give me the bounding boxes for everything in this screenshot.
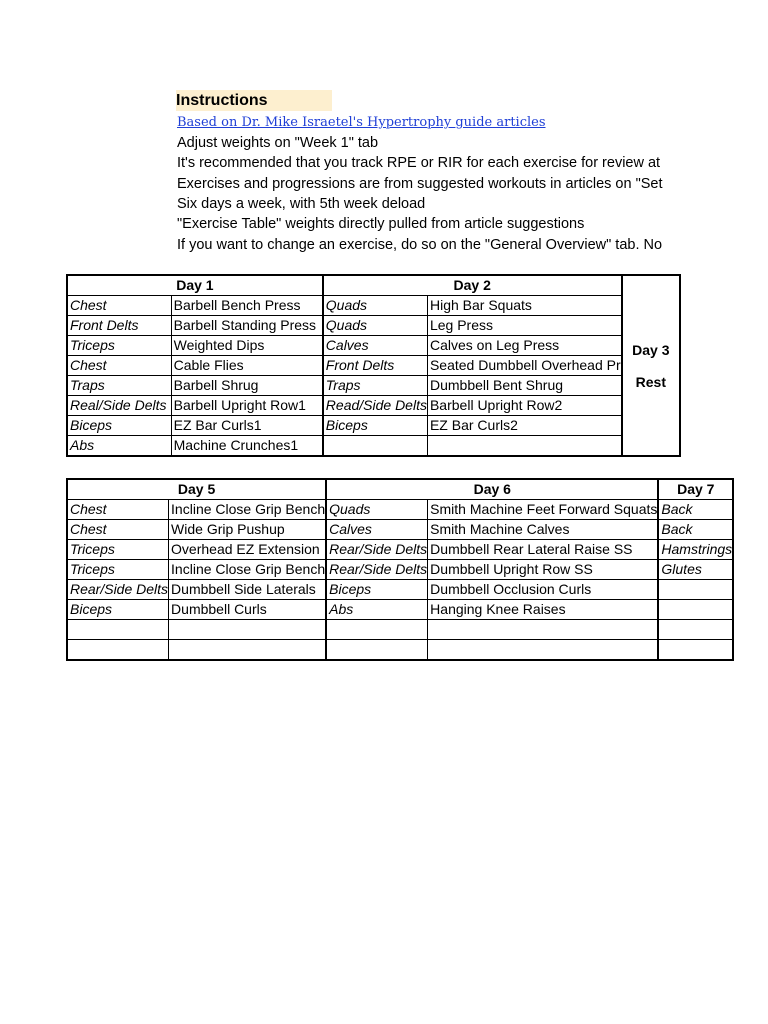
exercise-cell[interactable]: Seated Dumbbell Overhead Pr: [427, 356, 621, 376]
muscle-cell[interactable]: Quads: [326, 500, 428, 520]
muscle-cell[interactable]: Abs: [326, 600, 428, 620]
exercise-cell[interactable]: Smith Machine Calves: [428, 520, 659, 540]
muscle-cell[interactable]: Rear/Side Delts: [326, 540, 428, 560]
muscle-cell[interactable]: Quads: [323, 296, 428, 316]
exercise-cell[interactable]: Barbell Upright Row1: [171, 396, 323, 416]
muscle-cell[interactable]: Biceps: [67, 600, 169, 620]
muscle-cell[interactable]: Chest: [67, 356, 171, 376]
table-header-row: [67, 275, 680, 296]
exercise-cell[interactable]: Dumbbell Occlusion Curls: [428, 580, 659, 600]
exercise-cell[interactable]: [169, 640, 327, 661]
table-row: [67, 500, 733, 520]
table-row: [67, 396, 680, 416]
exercise-cell[interactable]: Hanging Knee Raises: [428, 600, 659, 620]
muscle-cell[interactable]: [326, 640, 428, 661]
day-3-label: Day 3: [632, 341, 670, 358]
muscle-cell[interactable]: Chest: [67, 520, 169, 540]
muscle-cell[interactable]: [658, 620, 733, 640]
muscle-cell[interactable]: Hamstrings: [658, 540, 733, 560]
muscle-cell[interactable]: Biceps: [67, 416, 171, 436]
day-2-header: Day 2: [323, 275, 622, 296]
exercise-cell[interactable]: High Bar Squats: [427, 296, 621, 316]
muscle-cell[interactable]: Read/Side Delts: [323, 396, 428, 416]
exercise-cell[interactable]: Wide Grip Pushup: [169, 520, 327, 540]
muscle-cell[interactable]: [658, 580, 733, 600]
exercise-cell[interactable]: Dumbbell Upright Row SS: [428, 560, 659, 580]
muscle-cell[interactable]: [67, 640, 169, 661]
muscle-cell[interactable]: Rear/Side Delts: [67, 580, 169, 600]
muscle-cell[interactable]: Calves: [326, 520, 428, 540]
exercise-cell[interactable]: Weighted Dips: [171, 336, 323, 356]
table-row: [67, 336, 680, 356]
exercise-cell[interactable]: Dumbbell Bent Shrug: [427, 376, 621, 396]
exercise-cell[interactable]: Overhead EZ Extension: [169, 540, 327, 560]
muscle-cell[interactable]: [658, 640, 733, 661]
table-row: [67, 620, 733, 640]
exercise-cell[interactable]: Dumbbell Curls: [169, 600, 327, 620]
exercise-cell[interactable]: [428, 620, 659, 640]
exercise-cell[interactable]: [169, 620, 327, 640]
exercise-cell[interactable]: Cable Flies: [171, 356, 323, 376]
muscle-cell[interactable]: Traps: [323, 376, 428, 396]
exercise-cell[interactable]: Leg Press: [427, 316, 621, 336]
exercise-cell[interactable]: Dumbbell Side Laterals: [169, 580, 327, 600]
table-row: [67, 436, 680, 457]
exercise-cell[interactable]: Barbell Standing Press: [171, 316, 323, 336]
muscle-cell[interactable]: Back: [658, 520, 733, 540]
muscle-cell[interactable]: Abs: [67, 436, 171, 457]
table-row: [67, 560, 733, 580]
table-row: [67, 416, 680, 436]
article-link[interactable]: Based on Dr. Mike Israetel's Hypertrophy guide articles: [177, 115, 546, 130]
exercise-cell[interactable]: Barbell Bench Press: [171, 296, 323, 316]
table-row: [67, 540, 733, 560]
table-row: [67, 640, 733, 661]
table-row: [67, 296, 680, 316]
muscle-cell[interactable]: Traps: [67, 376, 171, 396]
exercise-cell[interactable]: Dumbbell Rear Lateral Raise SS: [428, 540, 659, 560]
muscle-cell[interactable]: Real/Side Delts: [67, 396, 171, 416]
muscle-cell[interactable]: Glutes: [658, 560, 733, 580]
muscle-cell[interactable]: Biceps: [323, 416, 428, 436]
exercise-cell[interactable]: Incline Close Grip Bench: [169, 500, 327, 520]
instruction-line-1: Adjust weights on "Week 1" tab: [177, 135, 379, 151]
workout-table-days-1-3: [66, 274, 681, 457]
exercise-cell[interactable]: EZ Bar Curls1: [171, 416, 323, 436]
muscle-cell[interactable]: Biceps: [326, 580, 428, 600]
muscle-cell[interactable]: Front Delts: [67, 316, 171, 336]
workout-table-days-5-7: [66, 478, 734, 661]
exercise-cell[interactable]: Machine Crunches1: [171, 436, 323, 457]
table-row: [67, 580, 733, 600]
table-row: [67, 356, 680, 376]
table-row: [67, 520, 733, 540]
table-row: [67, 600, 733, 620]
exercise-cell[interactable]: Barbell Upright Row2: [427, 396, 621, 416]
table-row: [67, 376, 680, 396]
exercise-cell[interactable]: Incline Close Grip Bench: [169, 560, 327, 580]
table-header-row: [67, 479, 733, 500]
exercise-cell[interactable]: [428, 640, 659, 661]
muscle-cell[interactable]: Front Delts: [323, 356, 428, 376]
instruction-line-5: "Exercise Table" weights directly pulled from article suggestions: [177, 216, 585, 232]
instruction-line-2: It's recommended that you track RPE or RIR for each exercise for review at: [177, 155, 661, 171]
instructions-title: Instructions: [176, 90, 332, 111]
muscle-cell[interactable]: [658, 600, 733, 620]
muscle-cell[interactable]: Chest: [67, 296, 171, 316]
table-row: [67, 316, 680, 336]
muscle-cell[interactable]: Triceps: [67, 336, 171, 356]
day-7-header: Day 7: [658, 479, 733, 500]
exercise-cell[interactable]: [427, 436, 621, 457]
muscle-cell[interactable]: [67, 620, 169, 640]
muscle-cell[interactable]: Triceps: [67, 540, 169, 560]
rest-day-cell: [622, 275, 680, 456]
muscle-cell[interactable]: Rear/Side Delts: [326, 560, 428, 580]
muscle-cell[interactable]: Quads: [323, 316, 428, 336]
muscle-cell[interactable]: Back: [658, 500, 733, 520]
muscle-cell[interactable]: Chest: [67, 500, 169, 520]
instruction-line-4: Six days a week, with 5th week deload: [177, 196, 426, 212]
exercise-cell[interactable]: Barbell Shrug: [171, 376, 323, 396]
muscle-cell[interactable]: [326, 620, 428, 640]
exercise-cell[interactable]: EZ Bar Curls2: [427, 416, 621, 436]
exercise-cell[interactable]: Calves on Leg Press: [427, 336, 621, 356]
instruction-line-3: Exercises and progressions are from suggested workouts in articles on "Set: [177, 176, 663, 192]
rest-label: Rest: [635, 373, 666, 390]
muscle-cell[interactable]: Calves: [323, 336, 428, 356]
muscle-cell[interactable]: [323, 436, 428, 457]
muscle-cell[interactable]: Triceps: [67, 560, 169, 580]
instruction-line-6: If you want to change an exercise, do so on the "General Overview" tab. No: [177, 237, 663, 253]
day-6-header: Day 6: [326, 479, 658, 500]
day-1-header: Day 1: [67, 275, 323, 296]
day-5-header: Day 5: [67, 479, 326, 500]
exercise-cell[interactable]: Smith Machine Feet Forward Squats: [428, 500, 659, 520]
